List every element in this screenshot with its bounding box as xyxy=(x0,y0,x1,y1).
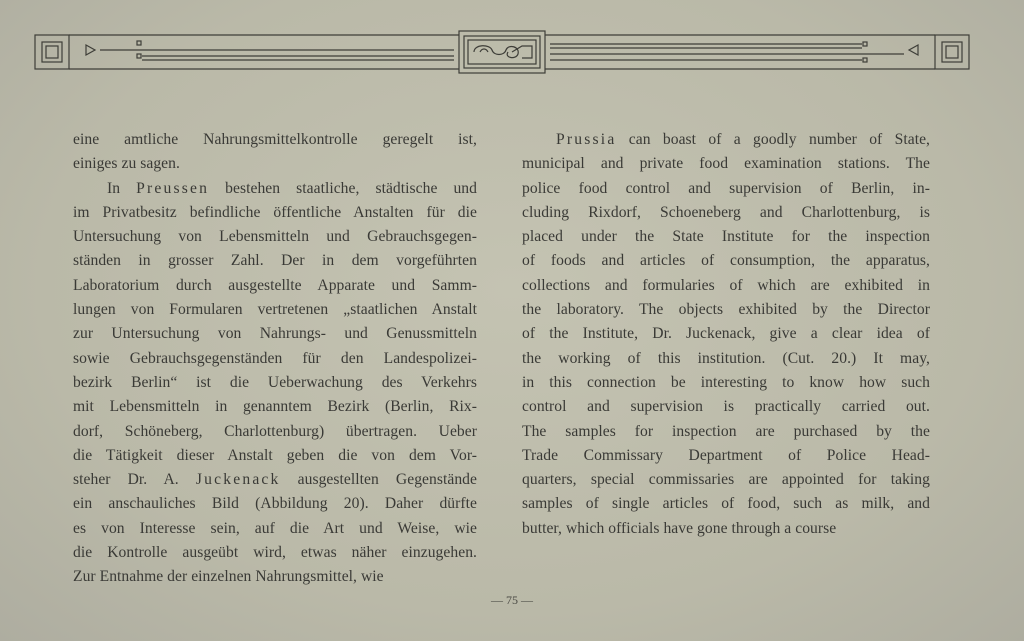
english-text-column xyxy=(522,128,930,541)
text-line: ein anschauliches Bild (Abbildung 20). Daher dürfte xyxy=(73,495,477,513)
english-paragraph xyxy=(522,128,930,541)
text-line: ständen in grosser Zahl. Der in dem vorgeführten xyxy=(73,252,477,270)
header-ornament xyxy=(34,30,970,74)
text-line: of foods and articles of consumption, the apparatus, xyxy=(522,252,930,270)
text-line: einiges zu sagen. xyxy=(73,155,180,173)
text-line: lungen von Formularen vertretenen „staatlichen Anstalt xyxy=(73,301,477,319)
text-fragment: can boast of a goodly number of State, xyxy=(616,131,930,148)
text-line xyxy=(73,177,477,201)
text-line: cluding Rixdorf, Schoeneberg and Charlottenburg, is xyxy=(522,203,930,221)
text-line: sowie Gebrauchsgegenständen für den Landespolizei- xyxy=(73,349,477,367)
text-line: in this connection be interesting to know how such xyxy=(522,373,930,391)
text-line: zur Untersuchung von Nahrungs- und Genussmitteln xyxy=(73,325,477,343)
text-line xyxy=(522,128,930,152)
text-line: es von Interesse sein, auf die Art und Weise, wie xyxy=(73,519,477,537)
german-paragraph-2 xyxy=(73,177,477,590)
text-line: placed under the State Institute for the inspection xyxy=(522,228,930,246)
german-paragraph-1 xyxy=(73,128,477,177)
german-text-column xyxy=(73,128,477,590)
text-line: butter, which officials have gone through a course xyxy=(522,519,837,537)
text-line: police food control and supervision of Berlin, in- xyxy=(522,179,930,197)
text-line: die Tätigkeit dieser Anstalt geben die von dem Vor- xyxy=(73,446,477,464)
emphasized-name: Preussen xyxy=(136,179,210,197)
text-line: the working of this institution. (Cut. 20.) It may, xyxy=(522,349,930,367)
text-line: im Privatbesitz befindliche öffentliche Anstalten für die xyxy=(73,203,477,221)
page-number: — 75 — xyxy=(491,593,533,607)
text-line: of the Institute, Dr. Juckenack, give a clear idea of xyxy=(522,325,930,343)
text-line: die Kontrolle ausgeübt wird, etwas näher einzugehen. xyxy=(73,544,477,562)
text-line xyxy=(73,468,477,492)
text-line: samples of single articles of food, such as milk, and xyxy=(522,495,930,513)
text-line: collections and formularies of which are exhibited in xyxy=(522,276,930,294)
text-line: eine amtliche Nahrungsmittelkontrolle geregelt ist, xyxy=(73,131,477,148)
text-line: The samples for inspection are purchased by the xyxy=(522,422,930,440)
text-line: dorf, Schöneberg, Charlottenburg) übertragen. Ueber xyxy=(73,422,477,440)
text-line: the laboratory. The objects exhibited by the Director xyxy=(522,301,930,319)
text-line: control and supervision is practically carried out. xyxy=(522,398,930,416)
text-line: Zur Entnahme der einzelnen Nahrungsmittel, wie xyxy=(73,568,384,586)
text-line: mit Lebensmitteln in genanntem Bezirk (Berlin, Rix- xyxy=(73,398,477,416)
text-fragment: bestehen staatliche, städtische und xyxy=(209,179,477,197)
text-fragment: ausgestellten Gegenstände xyxy=(280,471,477,489)
text-line: Laboratorium durch ausgestellte Apparate und Samm- xyxy=(73,276,477,294)
text-fragment: In xyxy=(107,179,137,197)
text-line: municipal and private food examination stations. The xyxy=(522,155,930,173)
text-fragment: steher Dr. A. xyxy=(73,471,196,489)
text-line: Trade Commissary Department of Police Head- xyxy=(522,446,930,464)
emphasized-name: Prussia xyxy=(556,131,617,148)
emphasized-name: Juckenack xyxy=(195,471,281,489)
text-line: Untersuchung von Lebensmitteln und Gebrauchsgegen- xyxy=(73,228,477,246)
text-line: quarters, special commissaries are appointed for taking xyxy=(522,471,930,489)
text-line: bezirk Berlin“ ist die Ueberwachung des Verkehrs xyxy=(73,373,477,391)
